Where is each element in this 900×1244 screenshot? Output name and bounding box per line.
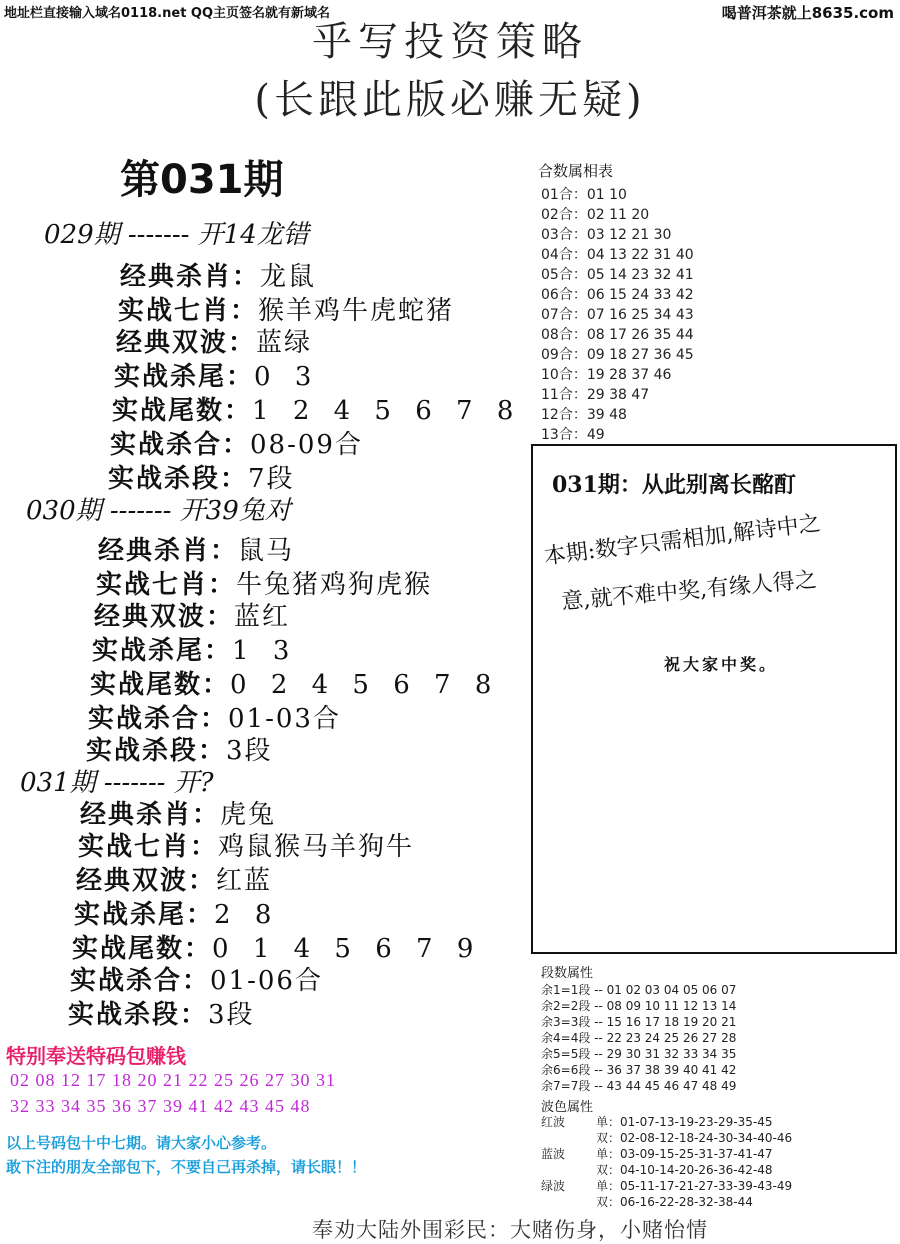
special-note-2: 敢下注的朋友全部包下，不要自己再杀掉，请长眼！！ [6,1158,367,1176]
issue-label: 第031期 [120,157,284,203]
row-value: 2 8 [214,900,280,930]
wish-text: 祝大家中奖。 [664,655,779,674]
row-value: 3段 [208,1000,255,1030]
sum-table-row: 01合：01 10 [541,187,627,203]
segment-table-row: 余6=6段 -- 36 37 38 39 40 41 42 [541,1063,737,1077]
period-029-row [114,356,319,393]
row-label: 实战七肖： [78,832,219,862]
row-label: 实战杀段： [68,1000,209,1030]
wave-table-row [541,1161,772,1178]
row-label: 实战杀尾： [74,900,215,930]
sum-table-row: 02合：02 11 20 [541,207,650,223]
top-left-banner: 地址栏直接输入域名0118.net QQ主页签名就有新域名 [4,6,331,21]
row-label: 实战杀段： [86,736,227,766]
segment-table-row: 余3=3段 -- 15 16 17 18 19 20 21 [541,1015,737,1029]
row-value: 0 2 4 5 6 7 8 [230,670,500,700]
period-031-row [78,826,414,863]
row-label: 经典杀肖： [98,536,239,566]
row-label: 实战尾数： [90,670,231,700]
row-label: 经典杀肖： [80,800,221,830]
period-030-head: 030期 ------- 开39兔对 [26,496,291,526]
period-029-row [116,322,312,359]
sum-table-row: 04合：04 13 22 31 40 [541,247,694,263]
row-value: 猴羊鸡牛虎蛇猪 [258,296,455,326]
row-label: 实战尾数： [112,396,253,426]
period-029-row [120,256,316,293]
row-value: 蓝红 [234,602,291,632]
special-note-1: 以上号码包十中七期。请大家小心参考。 [6,1134,277,1152]
row-label: 经典双波： [116,328,257,358]
segment-table-row: 余1=1段 -- 01 02 03 04 05 06 07 [541,983,737,997]
wave-nums: 01-07-13-19-23-29-35-45 [620,1115,773,1129]
wave-kind: 双： [596,1195,621,1209]
row-value: 虎兔 [220,800,277,830]
wave-nums: 06-16-22-28-32-38-44 [620,1195,753,1209]
segment-table-row: 余4=4段 -- 22 23 24 25 26 27 28 [541,1031,737,1045]
row-label: 实战杀合： [70,966,211,996]
period-031-row [70,960,323,997]
row-value: 7段 [248,464,295,494]
top-right-banner: 喝普洱茶就上8635.com [721,4,894,22]
wave-color: 绿波 [541,1179,566,1193]
row-value: 牛兔猪鸡狗虎猴 [236,570,433,600]
sum-table-row: 12合：39 48 [541,407,627,423]
footer-text: 奉劝大陆外围彩民：大赌伤身，小赌怡情 [312,1218,708,1242]
wave-nums: 05-11-17-21-27-33-39-43-49 [620,1179,793,1193]
period-031-head: 031期 ------- 开? [20,768,214,798]
wave-color: 蓝波 [541,1147,566,1161]
period-031-row [76,860,272,897]
period-030-row [98,530,294,567]
sum-table-row: 09合：09 18 27 36 45 [541,347,694,363]
wave-table-title: 波色属性 [541,1100,594,1115]
row-label: 经典双波： [94,602,235,632]
row-label: 经典双波： [76,866,217,896]
wave-kind: 双： [596,1131,621,1145]
row-value: 1 2 4 5 6 7 8 [252,396,522,426]
segment-table-title: 段数属性 [541,966,594,981]
wave-nums: 03-09-15-25-31-37-41-47 [620,1147,773,1161]
sum-table-row: 05合：05 14 23 32 41 [541,267,694,283]
row-value: 08-09合 [250,430,363,460]
period-029-head: 029期 ------- 开14龙错 [44,220,309,250]
row-value: 鼠马 [238,536,295,566]
wave-nums: 02-08-12-18-24-30-34-40-46 [620,1131,793,1145]
row-label: 实战尾数： [72,934,213,964]
sum-table-row: 06合：06 15 24 33 42 [541,287,694,303]
wave-table-row [541,1129,792,1146]
wave-kind: 单： [596,1147,621,1161]
wave-nums: 04-10-14-20-26-36-42-48 [620,1163,773,1177]
period-031-row [68,994,255,1031]
row-value: 0 1 4 5 6 7 9 [212,934,482,964]
special-heading: 特别奉送特码包赚钱 [6,1044,186,1068]
segment-table-row: 余2=2段 -- 08 09 10 11 12 13 14 [541,999,737,1013]
row-value: 龙鼠 [260,262,317,292]
poem-box-head: 031期：从此别离长酩酊 [552,472,796,498]
special-numbers-line-1: 02 08 12 17 18 20 21 22 25 26 27 30 31 [10,1070,336,1090]
row-label: 实战杀段： [108,464,249,494]
wave-table-row [541,1145,772,1162]
row-label: 经典杀肖： [120,262,261,292]
sum-table-row: 13合：49 [541,427,605,443]
page-title: 乎写投资策略 [312,19,588,65]
wave-table-row [541,1177,792,1194]
period-030-row [90,664,499,701]
row-label: 实战杀尾： [92,636,233,666]
sum-table-row: 11合：29 38 47 [541,387,650,403]
wave-kind: 单： [596,1115,621,1129]
row-value: 3段 [226,736,273,766]
sum-table-row: 03合：03 12 21 30 [541,227,672,243]
page-subtitle: (长跟此版必赚无疑) [254,77,646,123]
segment-table-row: 余7=7段 -- 43 44 45 46 47 48 49 [541,1079,737,1093]
period-030-row [92,630,297,667]
row-label: 实战杀合： [88,704,229,734]
row-label: 实战杀尾： [114,362,255,392]
row-value: 0 3 [254,362,320,392]
period-029-row [112,390,521,427]
period-030-row [94,596,290,633]
period-029-row [110,424,363,461]
wave-kind: 单： [596,1179,621,1193]
period-031-row [74,894,279,931]
row-label: 实战杀合： [110,430,251,460]
row-label: 实战七肖： [118,296,259,326]
row-value: 01-03合 [228,704,341,734]
row-label: 实战七肖： [96,570,237,600]
wave-kind: 双： [596,1163,621,1177]
special-numbers-line-2: 32 33 34 35 36 37 39 41 42 43 45 48 [10,1096,311,1116]
poem-line-1: 本期:数字只需相加,解诗中之 [542,511,822,570]
row-value: 红蓝 [216,866,273,896]
row-value: 蓝绿 [256,328,313,358]
row-value: 1 3 [232,636,298,666]
sum-table-row: 08合：08 17 26 35 44 [541,327,694,343]
row-value: 鸡鼠猴马羊狗牛 [218,832,415,862]
wave-color: 红波 [541,1115,566,1129]
sum-table-row: 10合：19 28 37 46 [541,367,672,383]
wave-table-row [541,1113,772,1130]
sum-table-title: 合数属相表 [538,162,614,180]
poem-line-2: 意,就不难中奖,有缘人得之 [560,567,818,615]
row-value: 01-06合 [210,966,323,996]
sum-table-row: 07合：07 16 25 34 43 [541,307,694,323]
wave-table-row [541,1193,753,1210]
segment-table-row: 余5=5段 -- 29 30 31 32 33 34 35 [541,1047,737,1061]
